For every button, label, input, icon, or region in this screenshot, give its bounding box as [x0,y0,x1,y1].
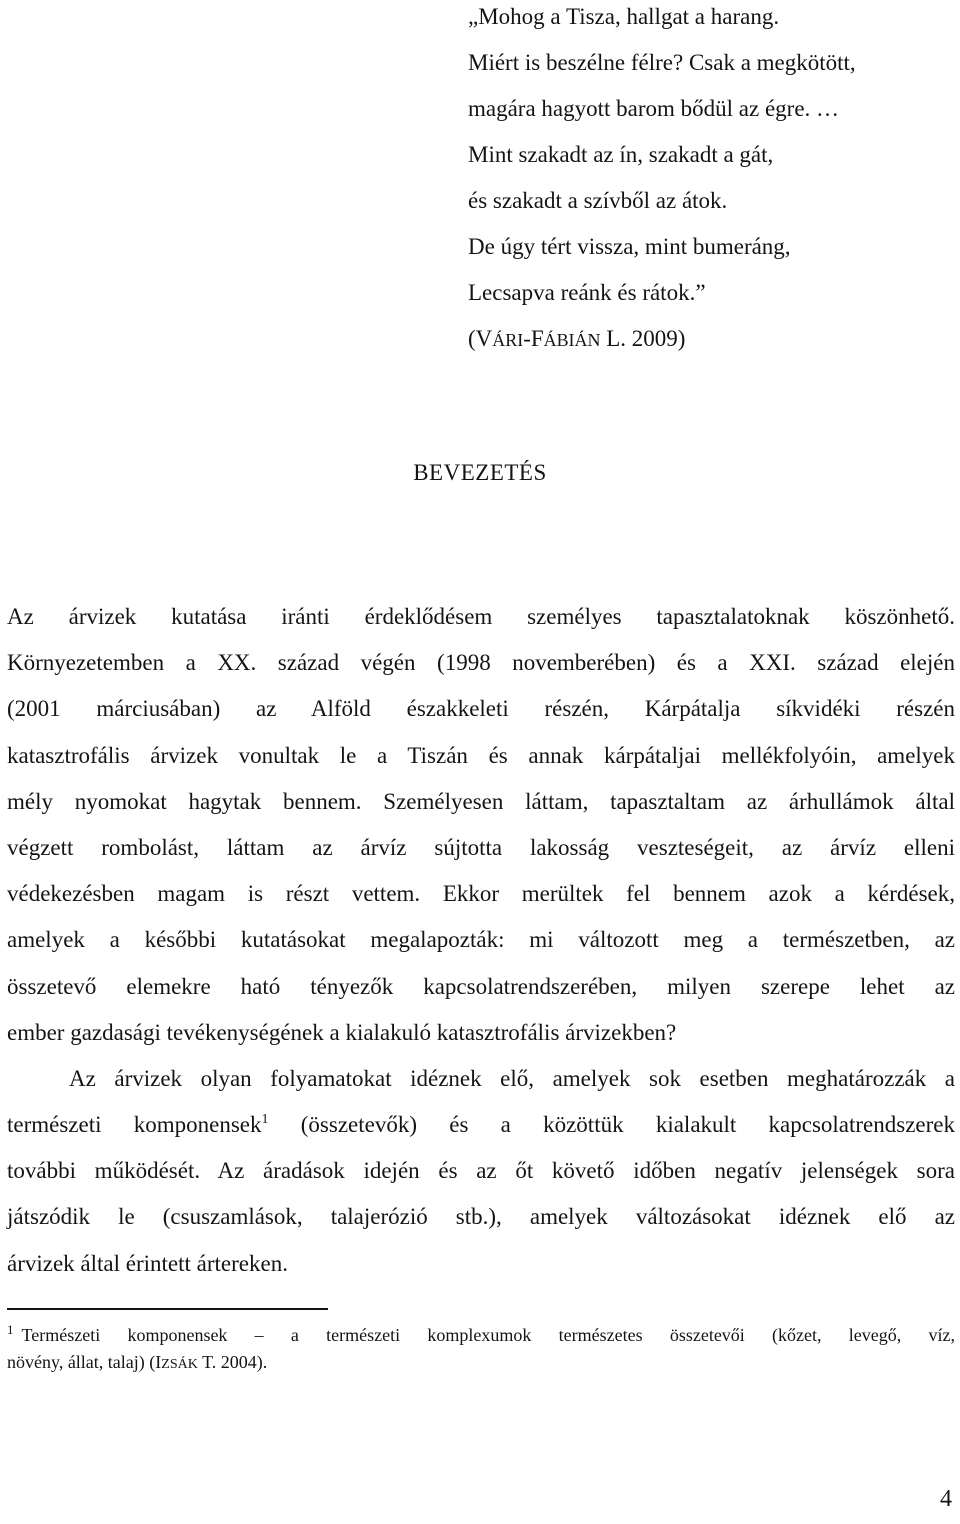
poem-line: és szakadt a szívből az átok. [468,188,728,213]
text-line: ember gazdasági tevékenységének a kialakuló katasztrofális árvizekben? [7,1019,677,1045]
text-line: további működését. Az áradások idején és az őt követő időben negatív jelenségek sora [7,1158,955,1184]
citation-dash: -F [523,326,544,351]
text-fragment: (összetevők) és a közöttük kialakult kapcsolatrendszerek [268,1112,956,1138]
footnote-mark: 1 [7,1322,14,1337]
text-line: amelyek a későbbi kutatásokat megalapozták: mi változott meg a természetben, az [7,927,955,953]
text-line: végzett rombolást, láttam az árvíz sújtotta lakosság veszteségeit, az árvíz elleni [7,834,955,860]
text-line: Az árvizek olyan folyamatokat idéznek elő, amelyek sok esetben meghatározzák a [69,1065,955,1091]
footnote-separator [7,1308,328,1310]
poem-line: „Mohog a Tisza, hallgat a harang. [468,4,780,29]
poem-line: Mint szakadt az ín, szakadt a gát, [468,142,774,167]
text-fragment: természeti komponensek [7,1112,262,1138]
text-line: védekezésben magam is részt vettem. Ekkor merültek fel bennem azok a kérdések, [7,881,955,907]
text-line [7,1102,955,1148]
body-text [7,594,955,1287]
poem-line: Lecsapva reánk és rátok.” [468,280,706,305]
citation-close: L. 2009) [600,326,686,351]
footnote [7,1322,955,1376]
text-line: (2001 márciusában) az Alföld északkeleti részén, Kárpátalja síkvidéki részén [7,696,955,722]
text-line: összetevő elemekre ható tényezők kapcsolatrendszerében, milyen szerepe lehet az [7,973,955,999]
citation-smallcaps: ÁBIÁN [543,330,601,350]
footnote-text: növény, állat, talaj) (I [7,1352,162,1372]
footnote-reference: 1 [261,1112,269,1128]
paragraph-1 [7,594,955,1056]
poem-line: De úgy tért vissza, mint bumeráng, [468,234,791,259]
poem-line: magára hagyott barom bődül az égre. … [468,96,840,121]
citation-open: (V [468,326,493,351]
text-line: mély nyomokat hagytak bennem. Személyesen láttam, tapasztaltam az árhullámok által [7,788,955,814]
text-line: Környezetemben a XX. század végén (1998 novemberében) és a XXI. század elején [7,650,955,676]
footnote-text: Természeti komponensek – a természeti komplexumok természetes összetevői (kőzet, levegő, víz, [21,1325,955,1345]
paragraph-2 [7,1056,955,1287]
page-number: 4 [940,1486,952,1512]
poem-citation [468,316,856,362]
text-line: Az árvizek kutatása iránti érdeklődésem személyes tapasztalatoknak köszönhető. [7,604,955,629]
footnote-line [7,1349,955,1376]
text-line: katasztrofális árvizek vonultak le a Tiszán és annak kárpátaljai mellékfolyóin, amelyek [7,742,955,768]
poem-line: Miért is beszélne félre? Csak a megkötött, [468,50,856,75]
section-heading: BEVEZETÉS [413,460,547,485]
footnote-text: T. 2004). [197,1352,268,1372]
footnote-smallcaps: ZSÁK [161,1356,198,1372]
text-line: játszódik le (csuszamlások, talajerózió stb.), amelyek változásokat idéznek elő az [7,1204,955,1230]
footnote-line [7,1322,955,1349]
poem-epigraph [468,0,856,362]
text-line: árvizek által érintett ártereken. [7,1250,288,1276]
citation-smallcaps: ÁRI [492,330,524,350]
